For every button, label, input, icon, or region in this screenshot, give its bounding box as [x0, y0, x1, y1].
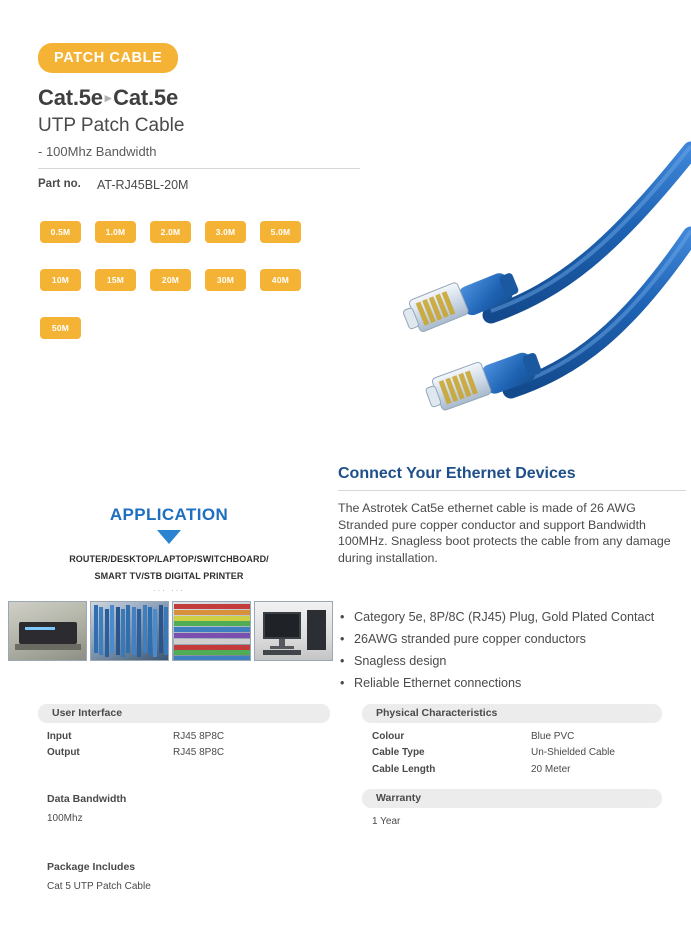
- user-interface-heading: User Interface: [38, 704, 330, 723]
- desktop-pc-photo: [254, 601, 333, 661]
- spec-value-input: RJ45 8P8C: [173, 731, 225, 742]
- spec-value-cable-length: 20 Meter: [531, 764, 571, 775]
- application-dots: ··· ···: [152, 586, 186, 595]
- length-option[interactable]: 2.0M: [150, 221, 191, 243]
- title-main-left: Cat.5e: [38, 85, 103, 110]
- length-option[interactable]: 3.0M: [205, 221, 246, 243]
- spec-value-cable-type: Un-Shielded Cable: [531, 747, 615, 758]
- package-includes-heading: Package Includes: [47, 861, 136, 873]
- length-option[interactable]: 1.0M: [95, 221, 136, 243]
- page-title: [38, 85, 178, 111]
- length-option[interactable]: 10M: [40, 269, 81, 291]
- application-title: APPLICATION: [109, 505, 229, 524]
- data-bandwidth-value: 100Mhz: [47, 813, 83, 824]
- spec-value-colour: Blue PVC: [531, 731, 575, 742]
- feature-item: • 26AWG stranded pure copper conductors: [340, 629, 688, 649]
- connect-divider: [338, 490, 686, 491]
- connect-description: The Astrotek Cat5e ethernet cable is made of 26 AWG Stranded pure copper conductor and support Bandwidth 100MHz. Snagless boot protects the cable from any damage during installation.: [338, 501, 671, 565]
- application-line-2: SMART TV/STB DIGITAL PRINTER: [94, 571, 244, 581]
- warranty-heading: Warranty: [362, 789, 662, 808]
- cable-product-image: [361, 140, 691, 470]
- title-main-right: Cat.5e: [113, 85, 179, 110]
- physical-characteristics-heading: Physical Characteristics: [362, 704, 662, 723]
- length-option[interactable]: 40M: [260, 269, 301, 291]
- data-bandwidth-heading: Data Bandwidth: [47, 793, 127, 805]
- warranty-value: 1 Year: [372, 816, 401, 827]
- chevron-right-icon: ▸: [104, 90, 112, 105]
- patch-panel-photo: [90, 601, 169, 661]
- part-number-value: AT-RJ45BL-20M: [97, 178, 189, 192]
- title-divider: [38, 168, 360, 169]
- down-arrow-icon: [157, 530, 181, 544]
- spec-label-cable-type: Cable Type: [372, 747, 425, 758]
- length-option[interactable]: 30M: [205, 269, 246, 291]
- feature-item: • Snagless design: [340, 651, 688, 671]
- length-option[interactable]: 20M: [150, 269, 191, 291]
- application-line-1: ROUTER/DESKTOP/LAPTOP/SWITCHBOARD/: [69, 554, 269, 564]
- spec-value-output: RJ45 8P8C: [173, 747, 225, 758]
- feature-item: • Reliable Ethernet connections: [340, 673, 688, 693]
- length-options: [40, 221, 340, 365]
- page-subtitle: UTP Patch Cable: [38, 115, 185, 136]
- spec-label-output: Output: [47, 747, 80, 758]
- feature-list: [340, 607, 688, 695]
- length-option[interactable]: 5.0M: [260, 221, 301, 243]
- spec-label-colour: Colour: [372, 731, 405, 742]
- feature-item: • Category 5e, 8P/8C (RJ45) Plug, Gold Plated Contact: [340, 607, 688, 627]
- bandwidth-note: - 100Mhz Bandwidth: [38, 144, 157, 159]
- spec-label-input: Input: [47, 731, 72, 742]
- connect-heading: Connect Your Ethernet Devices: [338, 465, 576, 482]
- package-includes-value: Cat 5 UTP Patch Cable: [47, 881, 151, 892]
- part-number-label: Part no.: [38, 178, 81, 190]
- length-option[interactable]: 15M: [95, 269, 136, 291]
- length-option[interactable]: 0.5M: [40, 221, 81, 243]
- application-photo-strip: [8, 601, 333, 661]
- spec-label-cable-length: Cable Length: [372, 764, 436, 775]
- router-photo: [8, 601, 87, 661]
- length-option[interactable]: 50M: [40, 317, 81, 339]
- category-badge: PATCH CABLE: [38, 43, 178, 73]
- cable-bundle-photo: [172, 601, 251, 661]
